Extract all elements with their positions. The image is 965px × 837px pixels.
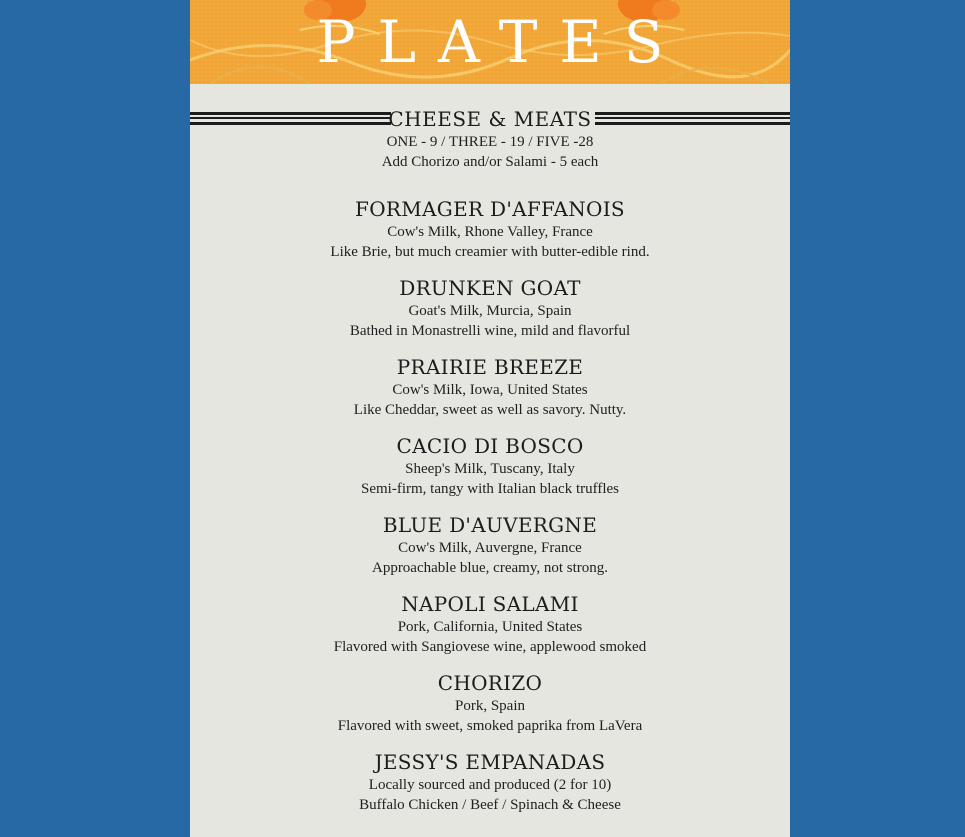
addon-line: Add Chorizo and/or Salami - 5 each (381, 154, 599, 170)
item-origin: Cow's Milk, Iowa, United States (392, 382, 588, 398)
item-name: FORMAGER D'AFFANOIS (355, 197, 625, 221)
menu-item (190, 196, 790, 262)
item-description: Like Brie, but much creamier with butter-edible rind. (330, 244, 650, 260)
section-header (190, 106, 790, 132)
item-origin: Cow's Milk, Rhone Valley, France (387, 224, 593, 240)
menu-title: PLATES (316, 8, 686, 76)
menu-item (190, 749, 790, 815)
item-name: PRAIRIE BREEZE (396, 355, 584, 379)
item-name: JESSY'S EMPANADAS (374, 750, 606, 774)
menu-banner (190, 0, 790, 84)
item-description: Like Cheddar, sweet as well as savory. Nutty. (353, 402, 627, 418)
pricing-line: ONE - 9 / THREE - 19 / FIVE -28 (386, 134, 594, 150)
menu-page (190, 0, 790, 837)
item-name: CHORIZO (437, 671, 543, 695)
menu-item (190, 670, 790, 736)
section-title: CHEESE & MEATS (388, 107, 592, 131)
item-origin: Pork, California, United States (397, 619, 583, 635)
menu-item (190, 354, 790, 420)
item-origin: Goat's Milk, Murcia, Spain (408, 303, 572, 319)
item-name: DRUNKEN GOAT (399, 276, 581, 300)
menu-item (190, 512, 790, 578)
menu-item (190, 275, 790, 341)
item-origin: Cow's Milk, Auvergne, France (398, 540, 582, 556)
item-origin: Sheep's Milk, Tuscany, Italy (405, 461, 575, 477)
menu-item (190, 591, 790, 657)
item-description: Semi-firm, tangy with Italian black truffles (361, 481, 619, 497)
item-name: NAPOLI SALAMI (401, 592, 579, 616)
item-description: Approachable blue, creamy, not strong. (371, 560, 609, 576)
item-origin: Locally sourced and produced (2 for 10) (368, 777, 612, 793)
item-description: Bathed in Monastrelli wine, mild and flavorful (349, 323, 631, 339)
item-description: Flavored with Sangiovese wine, applewood smoked (333, 639, 647, 655)
item-description: Buffalo Chicken / Beef / Spinach & Cheese (359, 797, 621, 813)
item-name: BLUE D'AUVERGNE (382, 513, 598, 537)
item-name: CACIO DI BOSCO (396, 434, 584, 458)
item-origin: Pork, Spain (454, 698, 525, 714)
item-description: Flavored with sweet, smoked paprika from LaVera (337, 718, 643, 734)
divider-lines-right (595, 112, 790, 126)
menu-item (190, 433, 790, 499)
